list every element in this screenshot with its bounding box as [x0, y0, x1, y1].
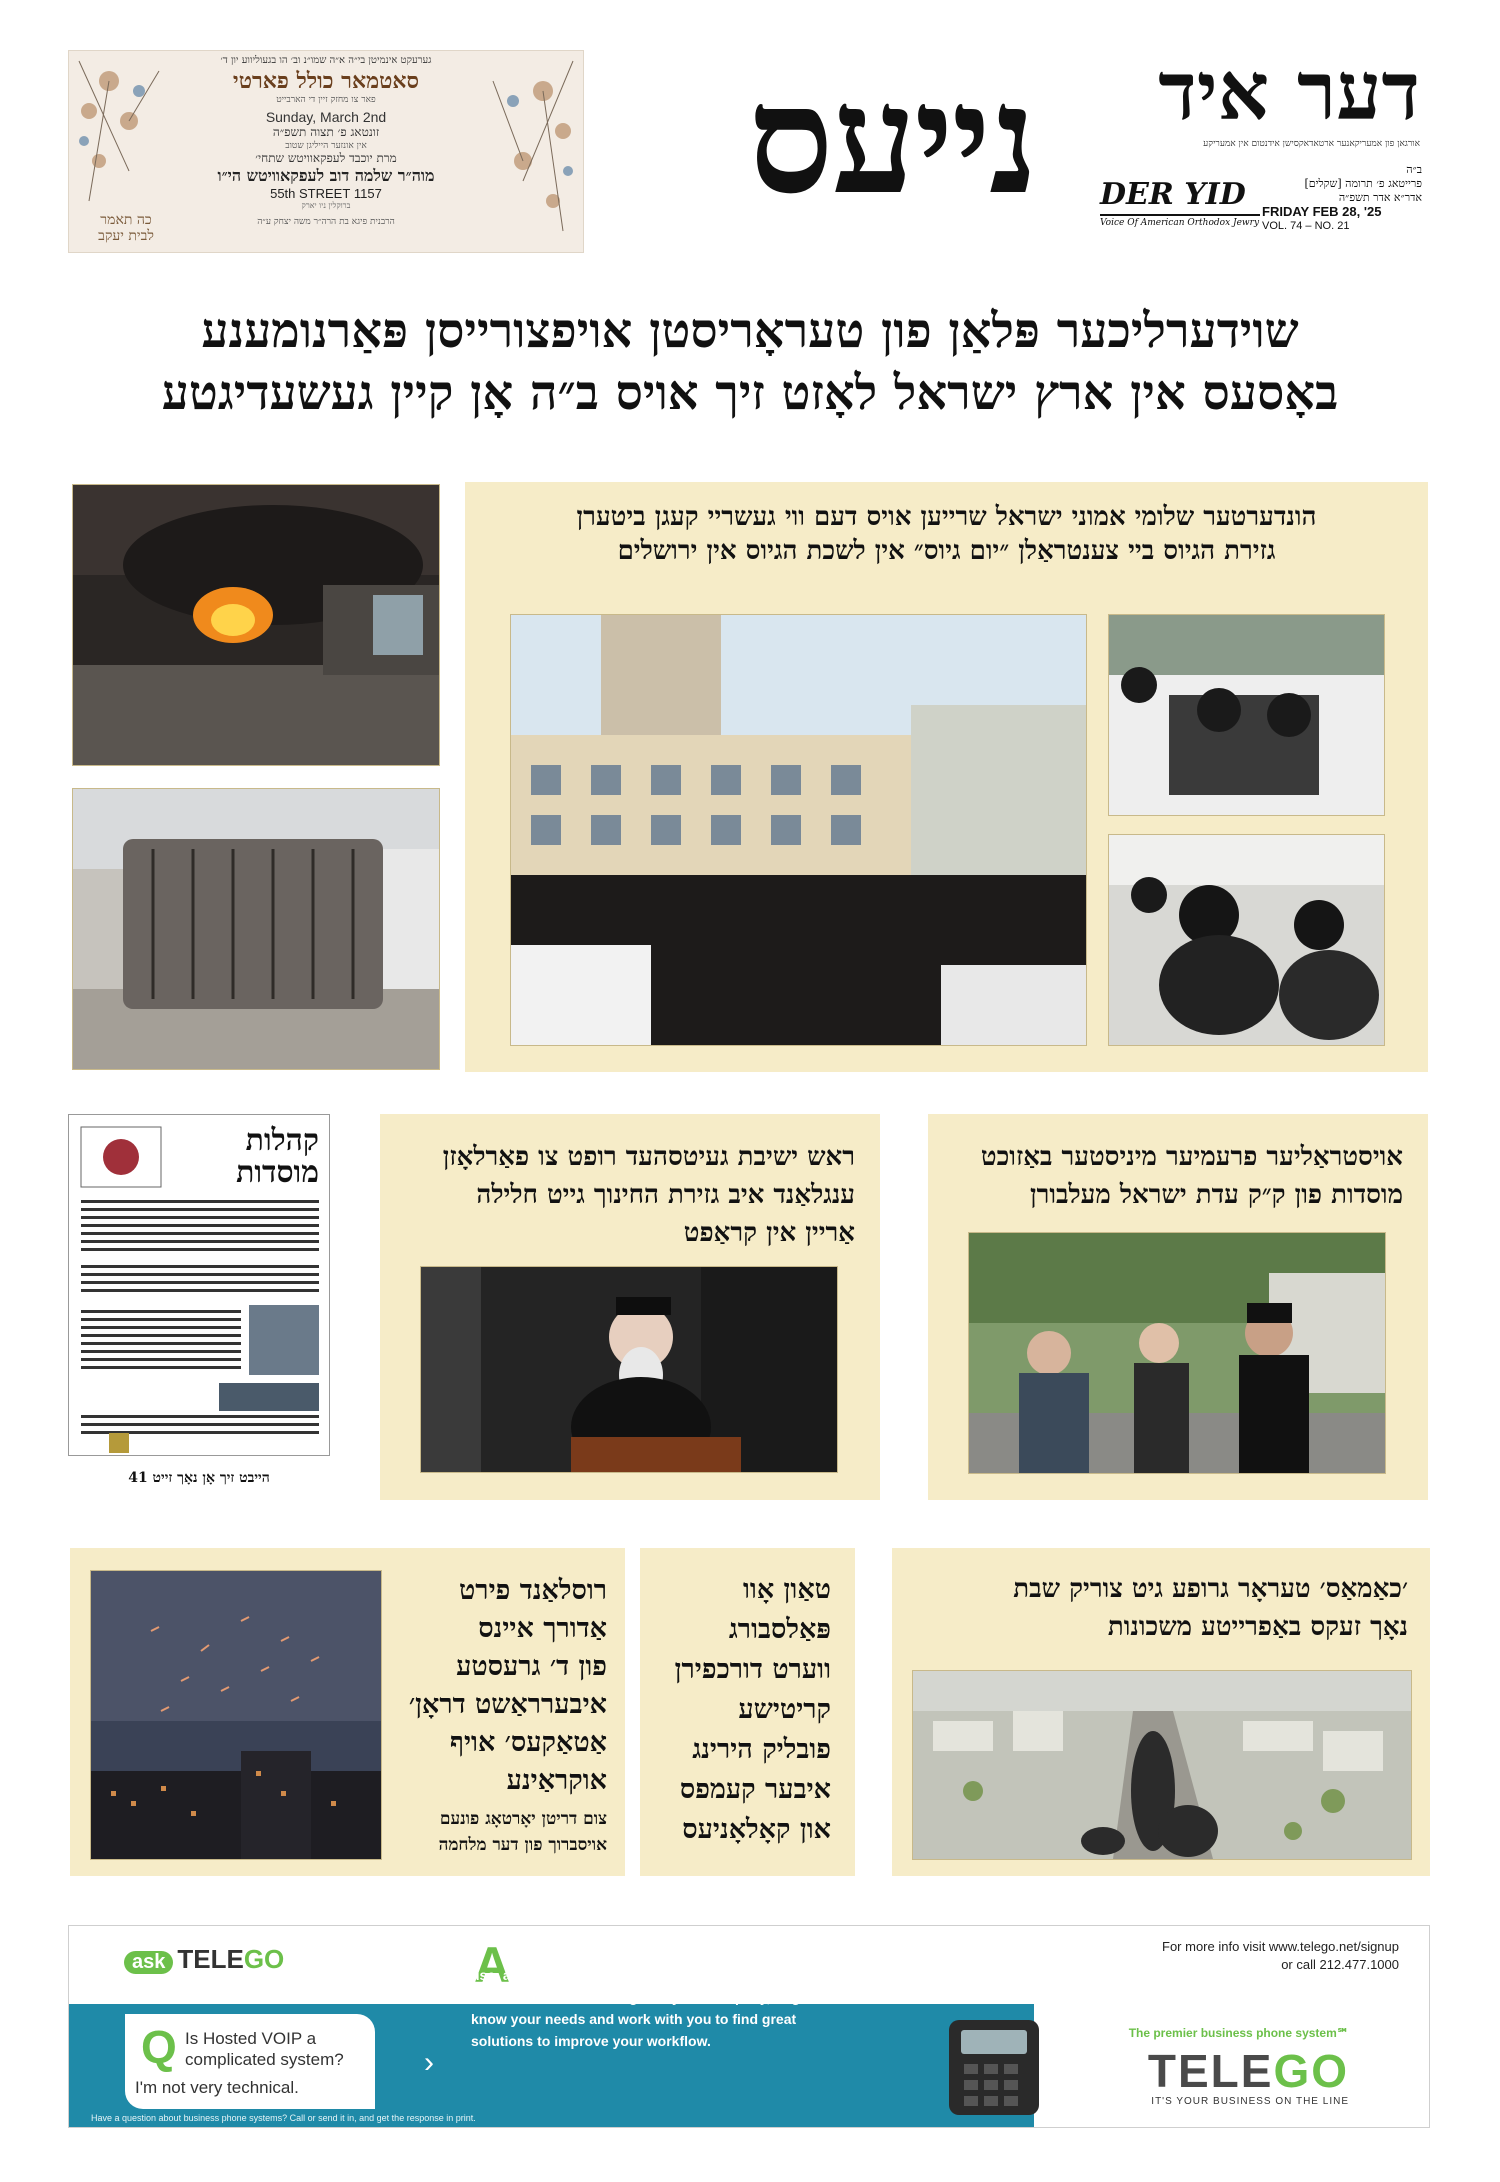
- story-panel-australia: [928, 1114, 1428, 1500]
- burning-bus-night-photo: [72, 484, 440, 766]
- story-title-line: פּאַלסבורג: [728, 1614, 831, 1645]
- headline-line: שוידערליכער פּלאַן פון טעראָריסטן אויפצורייסן פּאַרנומענע: [201, 303, 1299, 359]
- desk-phone-icon: [939, 2010, 1049, 2120]
- story-title: [485, 500, 1408, 568]
- burnt-bus-photo-icon: [73, 789, 440, 1070]
- brand-tele: TELE: [1147, 2045, 1274, 2097]
- promo-date-heb: זונטאג פ׳ תצוה תשפ״ה: [272, 125, 380, 139]
- car-photo-2: [1108, 834, 1385, 1046]
- ad-footer: Have a question about business phone systems? Call or send it in, and get the response in print.: [91, 2113, 476, 2123]
- answer-text: Most of clients find the system really easy to use, and we're always here to help. We'll assign a Personal Account Manager to your company, to get to know your needs and work with you to find great solutions to improve your workflow.: [471, 1945, 830, 2049]
- story-title-line: אויסטראַליער פרעמיער מיניסטער באַזוכט: [980, 1142, 1403, 1172]
- prime-minister-visit-photo: [968, 1232, 1386, 1474]
- night-sky-attack-photo: [90, 1570, 382, 1860]
- story-title-line: אוקראַינע: [506, 1765, 607, 1796]
- inset-caption: הייבט זיך אָן נאָך זייט 41: [128, 1470, 270, 1486]
- story-title-line: גזירת הגיוס ביי צענטראַלן ״יום גיוס״ אין לשכת הגיוס אין ירושלים: [617, 536, 1276, 566]
- ask-badge: ask: [124, 1951, 173, 1974]
- masthead-tagline: Voice Of American Orthodox Jewry: [1100, 214, 1260, 228]
- promo-ad: [68, 50, 584, 253]
- story-title-line: פון ד׳ גרעסטע: [456, 1651, 607, 1682]
- volume-number: VOL. 74 – NO. 21: [1262, 220, 1350, 232]
- story-title-line: ווערט דורכפירן: [674, 1654, 831, 1685]
- flower-decoration-icon: [463, 51, 583, 253]
- story-title: [392, 1572, 607, 1800]
- story-title-line: הונדערטער שלומי אמוני ישראל שרייען אויס דעם ווי געשריי קעגן ביטערן: [576, 502, 1317, 532]
- story-title-line: טאַון אָוו: [743, 1574, 831, 1605]
- burnt-bus-day-photo: [72, 788, 440, 1070]
- story-panel-main: [465, 482, 1428, 1072]
- story-title-line: קריטישע: [738, 1694, 831, 1725]
- dateline: [1262, 163, 1422, 233]
- story-title-line: רוסלאַנד פירט: [459, 1575, 607, 1606]
- promo-title: סאטמאר כולל פארטי: [232, 68, 420, 94]
- inset-page-icon: [69, 1115, 331, 1457]
- story-title-line: אַדורך איינס: [478, 1613, 607, 1644]
- story-panel-township: [640, 1548, 855, 1876]
- ad-slogan: IT'S YOUR BUSINESS ON THE LINE: [1151, 2096, 1349, 2107]
- promo-date-en: Sunday, March 2nd: [265, 109, 387, 125]
- story-title: [651, 1570, 831, 1850]
- hebrew-date-2: אדר״א אדר תשפ״ה: [1338, 191, 1422, 204]
- speaker-photo-icon: [421, 1267, 837, 1472]
- inset-page-preview: [68, 1114, 330, 1456]
- story-panel-rosh-yeshiva: [380, 1114, 880, 1500]
- question-box: [125, 2014, 375, 2109]
- story-title-line: פובליק הירינג: [692, 1734, 831, 1765]
- inset-heading: קהלות מוסדות: [236, 1123, 319, 1190]
- masthead-der-yid-hebrew: דער איד: [1158, 44, 1420, 138]
- story-title-line: אַריין אין קראַפט: [683, 1218, 855, 1248]
- logo-go: GO: [243, 1944, 285, 1974]
- ad-premier-line: The premier business phone system℠: [1128, 2026, 1349, 2040]
- night-attack-photo-icon: [91, 1571, 381, 1859]
- car-photo-icon: [1109, 615, 1384, 815]
- phone-number[interactable]: or call 212.477.1000: [1281, 1957, 1399, 1972]
- hebrew-date: פרייטאג פ׳ תרומה [שקלים]: [1304, 177, 1422, 190]
- story-title: [395, 1138, 855, 1252]
- crowd-photo-icon: [511, 615, 1086, 1045]
- answer-box: [471, 1936, 844, 2111]
- story-title-line: אַטאַקעס׳ אויף: [449, 1727, 607, 1758]
- ad-contact-info: [1162, 1938, 1399, 1974]
- telego-advertisement[interactable]: [68, 1925, 1430, 2128]
- a-letter: A: [474, 1937, 511, 1993]
- question-line: Is Hosted VOIP a: [185, 2029, 317, 2048]
- story-title-line: ראש ישיבת געיטסהעד רופט צו פאַרלאָזן: [442, 1142, 855, 1172]
- masthead-news: נייעס: [748, 52, 1036, 228]
- story-title-line: ענגלאַנד איב גזירת החינוך גייט חלילה: [476, 1180, 855, 1210]
- question-text: [185, 2028, 344, 2070]
- brand-go: GO: [1273, 2045, 1349, 2097]
- story-title-line: מוסדות פון ק״ק עדת ישראל מעלבורן: [1029, 1180, 1403, 1210]
- english-date: FRIDAY FEB 28, '25: [1262, 204, 1382, 219]
- promo-line: אין אונזער הייליגן שטוב: [285, 141, 367, 151]
- fire-photo-icon: [73, 485, 440, 766]
- promo-line: הרבנית פיגא בת הרה״ר משה יצחק ע״ה: [257, 217, 395, 227]
- bh-mark: ב״ה: [1406, 163, 1422, 176]
- promo-address: 1157 55th STREET: [270, 186, 382, 201]
- headline-line: באָסעס אין ארץ ישראל לאָזט זיך אויס ב״ה אָן קיין געשעדיגטע: [161, 365, 1339, 421]
- car-interior-photo-icon: [1109, 835, 1384, 1045]
- question-line: I'm not very technical.: [135, 2078, 299, 2097]
- visit-photo-icon: [969, 1233, 1385, 1473]
- promo-line: פאר צו מחזק זיין די הארבייט: [276, 95, 376, 105]
- story-title-line: איבער קעמפס: [679, 1774, 831, 1805]
- story-panel-russia: [70, 1548, 625, 1876]
- story-subtitle: [377, 1806, 607, 1858]
- story-title: [943, 1138, 1403, 1214]
- logo-tele: TELE: [177, 1944, 244, 1974]
- promo-stamp: כה תאמר לבית יעקב: [98, 212, 154, 244]
- signup-link[interactable]: For more info visit www.telego.net/signup: [1162, 1939, 1399, 1954]
- subtitle-line: אויסברוך פון דער מלחמה: [438, 1835, 607, 1855]
- chevron-right-icon: ›: [424, 2046, 434, 2079]
- masthead-subtitle: אורגאן פון אמעריקאנער ארטאדאקסישן אידנטום אין אמעריקע: [1203, 139, 1420, 149]
- car-photo-1: [1108, 614, 1385, 816]
- story-title-line: איבערראַשט דראָן׳: [408, 1689, 607, 1720]
- main-headline: [60, 300, 1440, 424]
- subtitle-line: צום דריטן יאָרטאָג פונעם: [439, 1809, 607, 1829]
- story-panel-hamas: [892, 1548, 1430, 1876]
- promo-line: ברוקלין ניו יארק: [301, 201, 351, 210]
- ask-telego-logo: [124, 1944, 284, 1975]
- promo-host: מוה״ר שלמה דוב לעפקאוויטש הי״ו: [217, 166, 435, 185]
- aerial-crowd-photo: [912, 1670, 1412, 1860]
- telego-brand-logo: [1148, 2044, 1349, 2098]
- crowd-street-photo: [510, 614, 1087, 1046]
- question-line: complicated system?: [185, 2050, 344, 2069]
- aerial-photo-icon: [913, 1671, 1411, 1859]
- story-title-line: נאָך זעקס באַפרייטע משכונות: [1107, 1612, 1408, 1642]
- masthead-der-yid-english: DER YID: [1100, 177, 1246, 212]
- rosh-yeshiva-photo: [420, 1266, 838, 1473]
- promo-line: גערעקט אינמיטן בי״ה א״ה שמו״נ וב׳ הו בגעוליווע יון ד׳: [220, 55, 432, 66]
- q-letter: Q: [141, 2021, 177, 2073]
- story-title-line: ׳כאַמאַס׳ טעראָר גרופע גיט צוריק שבת: [1013, 1574, 1408, 1604]
- story-title: [908, 1570, 1408, 1646]
- story-title-line: און קאָלאָניעס: [682, 1814, 831, 1845]
- promo-line: מרת יוכבד לעפקאוויטש שתחי׳: [255, 151, 397, 165]
